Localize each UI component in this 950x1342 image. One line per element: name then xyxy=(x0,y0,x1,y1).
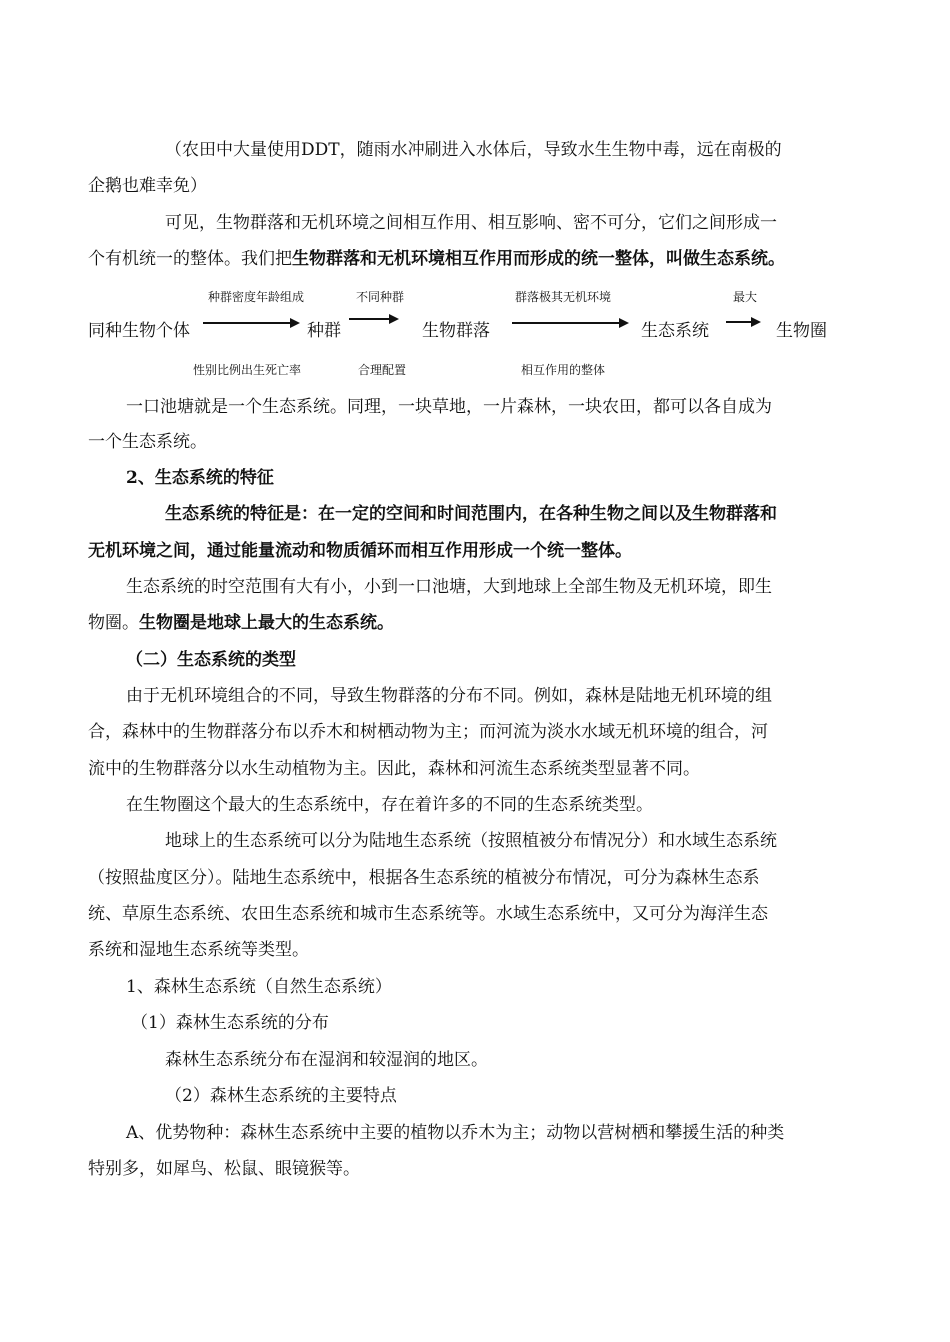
arrow-right-icon xyxy=(349,314,399,324)
paragraph-7: 在生物圈这个最大的生态系统中，存在着许多的不同的生态系统类型。 xyxy=(126,795,653,815)
paragraph-1-line-1: （农田中大量使用DDT，随雨水冲刷进入水体后，导致水生生物中毒，远在南极的 xyxy=(165,140,782,160)
paragraph-5-line-1: 生态系统的时空范围有大有小，小到一口池塘，大到地球上全部生物及无机环境，即生 xyxy=(126,577,772,597)
paragraph-4-line-1: 生态系统的特征是：在一定的空间和时间范围内，在各种生物之间以及生物群落和 xyxy=(165,504,777,524)
paragraph-8-line-2: （按照盐度区分）。陆地生态系统中，根据各生态系统的植被分布情况，可分为森林生态系 xyxy=(88,868,760,888)
paragraph-2-line-2 xyxy=(88,248,785,270)
paragraph-4-line-2: 无机环境之间，通过能量流动和物质循环而相互作用形成一个统一整体。 xyxy=(88,541,632,561)
paragraph-2-text: 个有机统一的整体。我们把 xyxy=(88,249,292,269)
paragraph-6-line-2: 合，森林中的生物群落分布以乔木和树栖动物为主；而河流为淡水水域无机环境的组合，河 xyxy=(88,722,768,742)
paragraph-6-line-3: 流中的生物群落分以水生动植物为主。因此，森林和河流生态系统类型显著不同。 xyxy=(88,759,700,779)
flow-below-label-2: 合理配置 xyxy=(358,363,407,377)
subheading-forest-features: （2）森林生态系统的主要特点 xyxy=(165,1086,397,1106)
paragraph-3-line-1: 一口池塘就是一个生态系统。同理，一块草地，一片森林，一块农田，都可以各自成为 xyxy=(126,397,772,417)
paragraph-8-line-3: 统、草原生态系统、农田生态系统和城市生态系统等。水域生态系统中，又可分为海洋生态 xyxy=(88,904,768,924)
paragraph-1-line-2: 企鹅也难幸免） xyxy=(88,176,207,196)
arrow-right-icon xyxy=(203,318,300,328)
biosphere-statement: 生物圈是地球上最大的生态系统。 xyxy=(139,613,394,633)
flow-above-label-4: 最大 xyxy=(733,290,758,304)
flow-node-individual: 同种生物个体 xyxy=(88,321,190,341)
paragraph-10-line-1: A、优势物种：森林生态系统中主要的植物以乔木为主；动物以营树栖和攀援生活的种类 xyxy=(126,1123,785,1143)
flow-below-label-3: 相互作用的整体 xyxy=(521,363,606,377)
flow-node-community: 生物群落 xyxy=(422,321,490,341)
flow-above-label-1: 种群密度年龄组成 xyxy=(208,290,305,304)
paragraph-10-line-2: 特别多，如犀鸟、松鼠、眼镜猴等。 xyxy=(88,1159,360,1179)
flow-node-population: 种群 xyxy=(307,321,341,341)
subheading-forest-distribution: （1）森林生态系统的分布 xyxy=(131,1013,329,1033)
arrow-right-icon xyxy=(512,318,629,328)
flow-node-biosphere: 生物圈 xyxy=(776,321,827,341)
subheading-forest-ecosystem: 1、森林生态系统（自然生态系统） xyxy=(126,977,392,997)
paragraph-9: 森林生态系统分布在湿润和较湿润的地区。 xyxy=(165,1050,488,1070)
flow-node-ecosystem: 生态系统 xyxy=(641,321,709,341)
paragraph-6-line-1: 由于无机环境组合的不同，导致生物群落的分布不同。例如，森林是陆地无机环境的组 xyxy=(126,686,772,706)
paragraph-8-line-1: 地球上的生态系统可以分为陆地生态系统（按照植被分布情况分）和水域生态系统 xyxy=(165,831,777,851)
flow-above-label-3: 群落极其无机环境 xyxy=(515,290,612,304)
flow-below-label-1: 性别比例出生死亡率 xyxy=(193,363,302,377)
ecosystem-definition: 生物群落和无机环境相互作用而形成的统一整体，叫做生态系统。 xyxy=(292,249,785,269)
paragraph-5-line-2 xyxy=(88,612,394,634)
paragraph-2-line-1: 可见，生物群落和无机环境之间相互作用、相互影响、密不可分，它们之间形成一 xyxy=(165,213,777,233)
section-heading-features: 2、生态系统的特征 xyxy=(126,468,274,488)
section-heading-types: （二）生态系统的类型 xyxy=(126,650,296,670)
arrow-right-icon xyxy=(726,317,761,327)
flow-above-label-2: 不同种群 xyxy=(356,290,405,304)
paragraph-5-text: 物圈。 xyxy=(88,613,139,633)
paragraph-8-line-4: 系统和湿地生态系统等类型。 xyxy=(88,940,309,960)
paragraph-3-line-2: 一个生态系统。 xyxy=(88,432,207,452)
